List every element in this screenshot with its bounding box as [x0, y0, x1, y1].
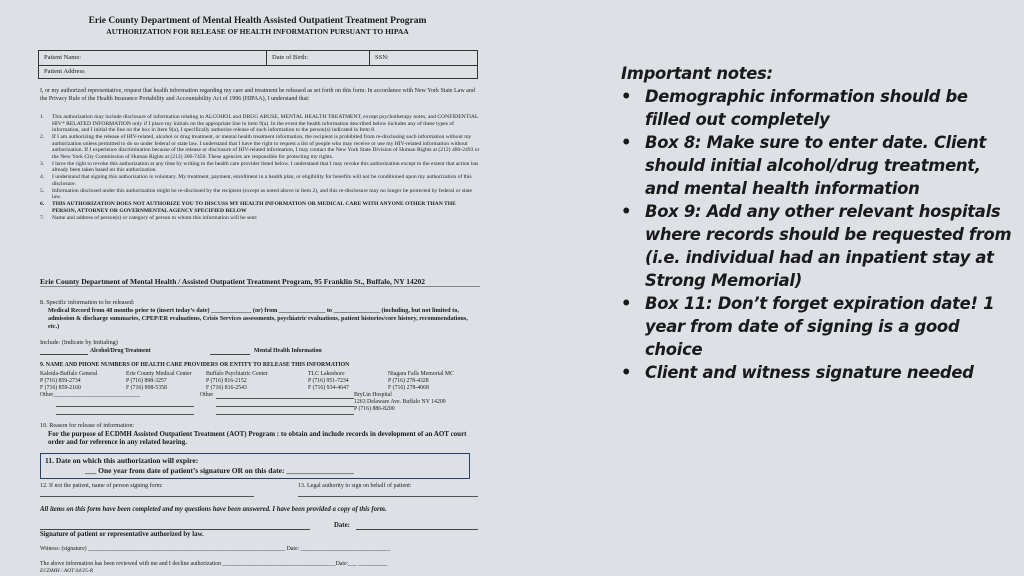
- other-line-5[interactable]: [56, 414, 194, 415]
- term-item: 2. If I am authorizing the release of HIV-related, alcohol or drug treatment, or mental health treatment information, the recipient is prohibited from re-disclosing such information without my authorization unless permitted to do so under federal or state law. I understand that I have the right to request a list of people who may receive or use my HIV-related information without authorization. If I experience discrimination because of the release or disclosure of HIV-related information, I may contact the New York State Division of Human Rights at (212) 480-2493 or the New York City Commission of Human Rights at (212) 306-7450. These agencies are responsible for protecting my rights.: [40, 134, 480, 160]
- section-8-text[interactable]: Medical Record from 48 months prior to (insert today’s date) _____________ (or) from _______________ to _______________ (including, but not limited to, admission & discharge summaries, CPEP/ER evaluations, Crisis Services assessments, psychiatric evaluations, patient histories/core history, recommendations, etc.): [48, 307, 468, 330]
- provider-col-4: TLC Lakeshore P (716) 951-7234 F (716) 934-4647: [308, 371, 349, 391]
- signature-line[interactable]: [40, 522, 310, 530]
- signature-section: [40, 522, 480, 538]
- form-footer: ECDMH / AOT 04/25-R: [40, 568, 94, 574]
- term-item: 3. I have the right to revoke this authorization at any time by writing to the health care provider listed below. I understand that I may revoke this authorization except to the extent that action has already been taken based on this authorization.: [40, 160, 479, 174]
- recipient-text: Erie County Department of Mental Health / Assisted Outpatient Treatment Program, 95 Franklin St., Buffalo, NY 14202: [40, 277, 425, 286]
- other-line-2[interactable]: [216, 406, 354, 407]
- terms-list: [40, 114, 480, 222]
- date-label: Date:: [334, 522, 350, 529]
- patient-info-box: [38, 50, 478, 79]
- term-item: 4. I understand that signing this authorization is voluntary. My treatment, payment, enrollment in a health plan, or eligibility for benefits will not be conditioned upon my authorization of this disclosure.: [40, 174, 472, 187]
- section-8-label: 8. Specific information to be released:: [40, 299, 135, 306]
- term-item: 1. This authorization may include disclosure of information relating to ALCOHOL and DRUG ABUSE, MENTAL HEALTH TREATMENT, except psychotherapy notes, and CONFIDENTIAL HIV* RELATED INFORMATION only if I place my initials on the appropriate line in item 9(a). In the event the health information described below includes any of these types of information, and I initial the line on the box in Item 9(a), I specifically authorize release of such information to the person(s) indicated in Item 8.: [40, 114, 479, 134]
- decline-text[interactable]: The above information has been reviewed with me and I decline authorization _______________________________________Date:___ __________: [40, 561, 388, 567]
- dob-field[interactable]: Date of Birth:: [267, 51, 370, 65]
- note-item: • Client and witness signature needed: [621, 363, 974, 382]
- section-11-label: 11. Date on which this authorization will expire:: [45, 456, 199, 465]
- authorization-form: [30, 16, 485, 572]
- decline-section: [40, 561, 480, 575]
- patient-info-row-2: [39, 65, 477, 79]
- provider-col-1: Kaleida-Buffalo General P (716) 859-2734 F (716) 859-2160 Other______________________________: [40, 371, 141, 398]
- note-item: • Box 11: Don’t forget expiration date! 1 year from date of signing is a good choice: [621, 294, 995, 359]
- provider-col-2: Erie County Medical Center P (716) 898-3257 F (716) 898-5358: [126, 371, 192, 391]
- notes-heading: Important notes:: [621, 64, 773, 83]
- bullet-icon: •: [621, 294, 632, 313]
- section-11-options[interactable]: ___ One year from date of patient’s signature OR on this date: __________________: [85, 466, 354, 475]
- form-title: Erie County Department of Mental Health Assisted Outpatient Treatment Program: [88, 16, 427, 26]
- include-label: Include: (Indicate by Initialing): [40, 339, 118, 346]
- include-option-mental-health: Mental Health Information: [254, 348, 322, 354]
- section-13-line[interactable]: [298, 496, 478, 497]
- patient-info-row-1: [39, 51, 477, 66]
- patient-name-field[interactable]: Patient Name:: [39, 51, 267, 65]
- recipient-line: [40, 277, 480, 287]
- term-item: 7. Name and address of person(s) or category of person to whom this information will be sent:: [40, 214, 258, 221]
- completion-statement: All items on this form have been completed and my questions have been answered. I have been provided a copy of this form.: [40, 506, 387, 513]
- section-11-box: [40, 453, 470, 479]
- note-item: • Demographic information should be filled out completely: [621, 87, 968, 129]
- other-line-3[interactable]: [216, 414, 354, 415]
- important-notes: [621, 62, 1016, 384]
- ssn-field[interactable]: SSN:: [375, 54, 389, 61]
- section-12-line[interactable]: [40, 496, 254, 497]
- intro-paragraph: I, or my authorized representative, request that health information regarding my care and treatment be released as set forth on this form: In accordance with New York State Law and the Privacy Rule of the Health Insurance Portability and Accountability Act of 1996 (HIPAA), I understand that:: [40, 88, 475, 102]
- bullet-icon: •: [621, 87, 632, 106]
- note-item: • Box 9: Add any other relevant hospitals where records should be requested from (i.e. individual had an inpatient stay at Strong Memorial): [621, 202, 1012, 290]
- section-12-label: 12. If not the patient, name of person signing form:: [40, 483, 163, 489]
- section-10: [40, 422, 480, 446]
- section-10-label: 10. Reason for release of information:: [40, 422, 135, 429]
- section-10-text: For the purpose of ECDMH Assisted Outpatient Treatment (AOT) Program : to obtain and include records in development of an AOT court order and for reference in any related hearing.: [48, 430, 467, 446]
- other-label: Other: [200, 392, 214, 398]
- patient-address-field[interactable]: Patient Address: [44, 68, 85, 75]
- section-13-label: 13. Legal authority to sign on behalf of patient:: [298, 483, 412, 489]
- brylin-block: BryLin Hospital 1263 Delaware Ave. Buffalo NY 14209 P (716) 886-8200: [354, 392, 446, 412]
- bullet-icon: •: [621, 363, 632, 382]
- notes-list: [621, 85, 1016, 384]
- term-item: 5. Information disclosed under this authorization might be re-disclosed by the recipient (except as noted above in Item 2), and this re-disclosure may no longer be protected by federal or state law.: [40, 187, 473, 201]
- initial-line-mental-health[interactable]: [210, 347, 250, 355]
- section-8: [40, 299, 480, 331]
- section-9-label: 9. NAME AND PHONE NUMBERS OF HEALTH CARE PROVIDERS OR ENTITY TO RELEASE THIS INFORMATION: [40, 362, 350, 368]
- signature-date-line[interactable]: [356, 522, 478, 530]
- term-item: 6. THIS AUTHORIZATION DOES NOT AUTHORIZE YOU TO DISCUSS MY HEALTH INFORMATION OR MEDICAL CARE WITH ANYONE OTHER THAN THE PERSON, ATTORNEY OR GOVERNMENTAL AGENCY SPECIFIED BELOW: [40, 201, 456, 214]
- other-line-1[interactable]: [216, 398, 354, 399]
- include-option-alcohol: Alcohol/Drug Treatment: [90, 348, 151, 354]
- note-item: • Box 8: Make sure to enter date. Client should initial alcohol/drug treatment, and mental health information: [621, 133, 987, 198]
- bullet-icon: •: [621, 133, 632, 152]
- initial-line-alcohol[interactable]: [40, 347, 88, 355]
- form-subtitle: AUTHORIZATION FOR RELEASE OF HEALTH INFORMATION PURSUANT TO HIPAA: [106, 27, 409, 36]
- other-line-4[interactable]: [56, 406, 194, 407]
- include-section: [40, 339, 480, 356]
- provider-col-5: Niagara Falls Memorial MC P (716) 278-4328 F (716) 278-4068: [388, 371, 454, 391]
- bullet-icon: •: [621, 202, 632, 221]
- provider-col-3: Buffalo Psychiatric Center P (716) 816-2152 F (716) 816-2543: [206, 371, 268, 391]
- witness-line[interactable]: Witness: (signature) ____________________________________________________________________ Date: _______________________________: [40, 546, 391, 552]
- signature-label: Signature of patient or representative authorized by law.: [40, 531, 204, 538]
